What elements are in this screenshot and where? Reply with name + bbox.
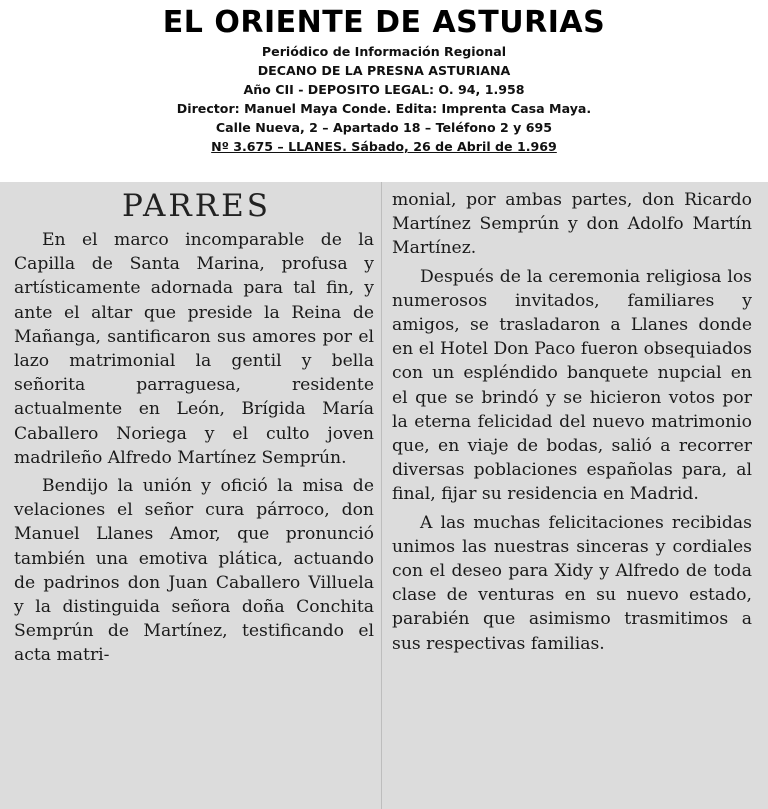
article-paragraph: A las muchas felicitaciones recibidas unimos las nuestras sinceras y cordiales con el deseo para Xidy y Alfredo de toda clase de venturas en su nuevo estado, parabién que asimismo trasmitimos a sus respectivas familias. xyxy=(392,512,752,654)
masthead xyxy=(0,0,768,182)
newspaper-subtitle: Periódico de Información Regional xyxy=(261,44,507,59)
article-column-left xyxy=(14,182,374,809)
article-column-right xyxy=(392,188,752,809)
director-line: Director: Manuel Maya Conde. Edita: Imprenta Casa Maya. xyxy=(176,101,592,116)
column-divider xyxy=(381,182,382,809)
article-paragraph: Bendijo la unión y ofició la misa de velaciones el señor cura párroco, don Manuel Llanes Amor, que pronunció también una emotiva plática, actuando de padrinos don Juan Caballero Villuela y la distinguida señora doña Conchita Semprún de Martínez, testificando el acta matri- xyxy=(14,476,374,666)
newspaper-title: EL ORIENTE DE ASTURIAS xyxy=(162,5,606,40)
legal-deposit-line: Año CII - DEPOSITO LEGAL: O. 94, 1.958 xyxy=(243,82,525,97)
article-paragraph: Después de la ceremonia religiosa los numerosos invitados, familiares y amigos, se trasladaron a Llanes donde en el Hotel Don Paco fueron obsequiados con un espléndido banquete nupcial en el que se brindó y se hicieron votos por la eterna felicidad del nuevo matrimonio que, en viaje de bodas, salió a recorrer diversas poblaciones españolas para, al final, fijar su residencia en Madrid. xyxy=(392,266,752,505)
issue-date-line: Nº 3.675 – LLANES. Sábado, 26 de Abril de 1.969 xyxy=(211,139,557,154)
address-line: Calle Nueva, 2 – Apartado 18 – Teléfono 2 y 695 xyxy=(215,120,553,135)
article-paragraph: En el marco incomparable de la Capilla de Santa Marina, profusa y artísticamente adornada para tal fin, y ante el altar que preside la Reina de Mañanga, santificaron sus amores por el lazo matrimonial la gentil y bella señorita parraguesa, residente actualmente en León, Brígida María Caballero Noriega y el culto joven madrileño Alfredo Martínez Semprún. xyxy=(14,230,374,468)
article-headline: PARRES xyxy=(122,188,271,224)
newspaper-dean-line: DECANO DE LA PRESNA ASTURIANA xyxy=(257,63,511,78)
newspaper-clipping xyxy=(0,182,768,809)
article-paragraph-continued: monial, por ambas partes, don Ricardo Martínez Semprún y don Adolfo Martín Martínez. xyxy=(392,190,752,259)
